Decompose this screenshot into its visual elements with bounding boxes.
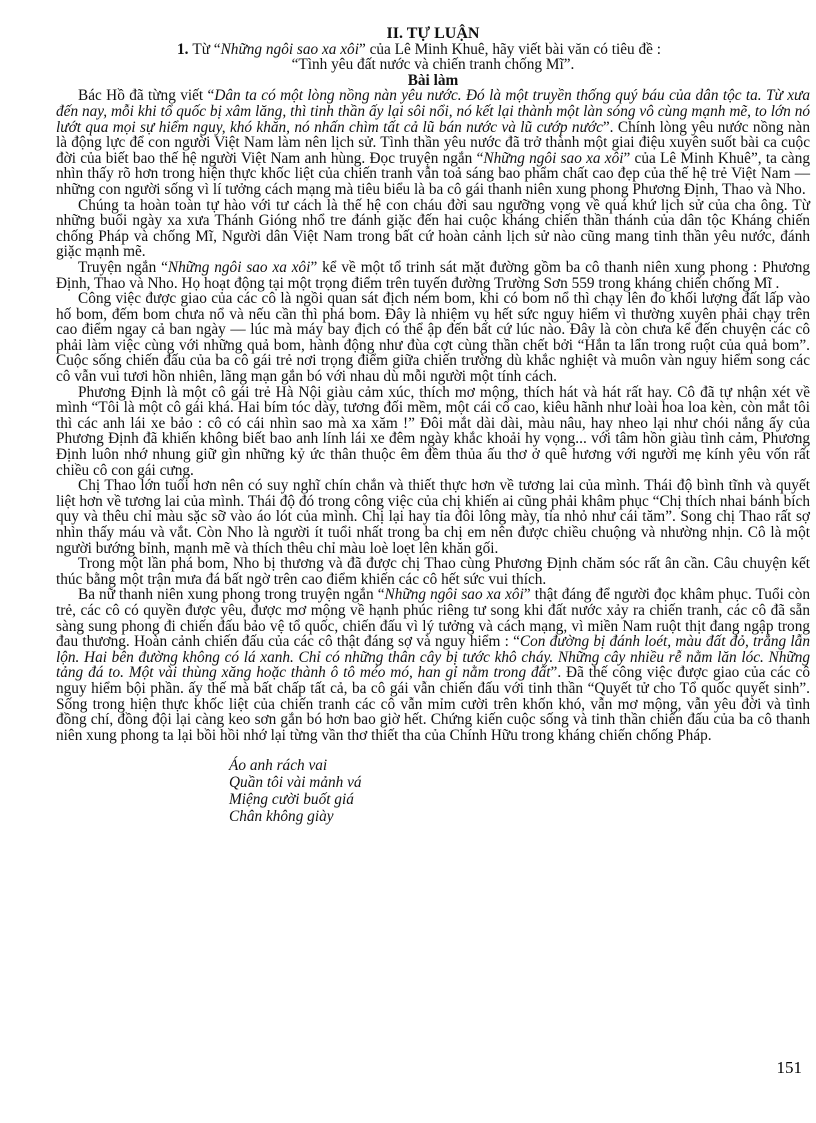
document-page [56, 26, 810, 825]
task-prompt [28, 42, 810, 58]
paragraph-4: Công việc được giao của các cô là ngồi quan sát địch ném bom, khi có bom nổ thì chạy lên đo khối lượng đất lấp vào hố bom, đếm bom chưa nổ và nếu cần thì phá bom. Đây là nhiệm vụ hết sức nguy hiểm vì thường xuyên phải chạy trên cao điểm ngay cả ban ngày — lúc mà máy bay địch có thể ập đến bất cứ lúc nào. Đây là còn chưa kể đến chuyện các cô phải làm việc cùng với những quả bom, hành động như đùa cợt cùng thần chết bởi “Hắn ta lẩn trong ruột của quả bom”. Cuộc sống chiến đấu của ba cô gái trẻ nơi trọng điểm giữa chiến trường dù khắc nghiệt và muôn vàn nguy hiểm song các cô vẫn vui tươi hồn nhiên, lãng mạn gắn bó với nhau dù mỗi người một tính cách. [56, 290, 810, 386]
paragraph-3: Truyện ngắn “Những ngôi sao xa xôi” kể về một tổ trinh sát mặt đường gồm ba cô thanh niên xung phong : Phương Định, Thao và Nho. Họ hoạt động tại một trọng điểm trên tuyến đường Trường Sơn 559 trong kháng chiến chống Mĩ . [56, 258, 810, 292]
poem-quote [229, 757, 810, 825]
task-prefix: Từ “ [192, 40, 221, 58]
paragraph-2: Chúng ta hoàn toàn tự hào với tư cách là thế hệ con cháu đời sau ngưỡng vọng về quá khứ lịch sử của cha ông. Từ những buổi ngày xa xưa Thánh Gióng nhổ tre đánh giặc đến hai cuộc kháng chiến thần thánh của dân tộc Kháng chiến chống Pháp và chống Mĩ, Người dân Việt Nam trong bất cứ hoàn cảnh lịch sử nào cũng mang tinh thần yêu nước, đánh giặc mạnh mẽ. [56, 196, 810, 261]
paragraph-7: Trong một lần phá bom, Nho bị thương và đã được chị Thao cùng Phương Định chăm sóc rất ân cần. Câu chuyện kết thúc bằng một trận mưa đá bất ngờ trên cao điểm khiến các cô hết sức vui thích. [56, 555, 810, 588]
paragraph-1: Bác Hồ đã từng viết “Dân ta có một lòng nồng nàn yêu nước. Đó là một truyền thống quý báu của dân tộc ta. Từ xưa đến nay, mỗi khi tổ quốc bị xâm lăng, thì tinh thần ấy lại sôi nổi, nó kết lại thành một làn sóng vô cùng mạnh mẽ, to lớn nó lướt qua mọi sự hiểm nguy, khó khăn, nó nhấn chìm tất cả lũ bán nước và lũ cướp nước”. Chính lòng yêu nước nồng nàn là động lực để con người Việt Nam làm nên lịch sử. Tình thần yêu nước đã trở thành một giai điệu xuyên suốt bài ca cuộc đời của biết bao thế hệ người Việt Nam anh hùng. Đọc truyện ngắn “Những ngôi sao xa xôi” của Lê Minh Khuê”, ta càng nhìn thấy rõ hơn trong hiện thực khốc liệt của chiến tranh vẫn toả sáng bao phẩm chất cao đẹp của thế hệ trẻ Việt Nam — những con người sống vì lí tưởng cách mạng mà tiêu biểu là ba cô gái thanh niên xung phong Phương Định, Thao và Nho. [56, 87, 811, 198]
answer-label: Bài làm [407, 71, 459, 89]
poem-line: Chân không giày [229, 808, 334, 826]
essay-title: “Tình yêu đất nước và chiến tranh chống Mĩ”. [291, 56, 575, 74]
paragraph-6: Chị Thao lớn tuổi hơn nên có suy nghĩ chín chắn và thiết thực hơn về tương lai của mình. Thái độ bình tĩnh và quyết liệt hơn về tương lai của mình. Thái độ đó trong công việc của chị khiến ai cũng phải khâm phục “Chị thích nhai bánh bích quy và thêu chỉ màu sặc sỡ vào áo lót của mình. Chị lại hay tỉa đôi lông mày, tỉa nhỏ như cái tăm”. Song chị Thao rất sợ nhìn thấy máu và vắt. Còn Nho là người ít tuổi nhất trong ba chị em nên được chiều chuộng và nhường nhịn. Cô là một người bướng bỉnh, mạnh mẽ và thích thêu chỉ màu loè loẹt lên khăn gối. [56, 477, 810, 557]
paragraph-8: Ba nữ thanh niên xung phong trong truyện ngắn “Những ngôi sao xa xôi” thật đáng để người đọc khâm phục. Tuổi còn trẻ, các cô có quyền được yêu, được mơ mộng về hạnh phúc riêng tư song khi đất nước xảy ra chiến tranh, các cô đã sẵn sàng sung phong đi chiến đấu bảo vệ tổ quốc, chiến đấu vì lý tưởng và cách mạng, vì miền Nam ruột thịt đang ngập trong đau thương. Hoàn cảnh chiến đấu của các cô thật đáng sợ và nguy hiểm : “Con đường bị đánh loét, màu đất đỏ, trắng lẫn lộn. Hai bên đường không có lá xanh. Chỉ có những thân cây bị tước khô cháy. Những cây nhiều rễ nằm lăn lóc. Những tảng đá to. Một vài thùng xăng hoặc thành ô tô méo mó, han gỉ nằm trong đất”. Đã thế công việc được giao của các cô nguy hiểm bội phần. ấy thế mà bất chấp tất cả, ba cô gái vẫn chiến đấu với tinh thần “Quyết tử cho Tổ quốc quyết sinh”. Sống trong hiện thực khốc liệt của chiến tranh các cô vẫn mỉm cười trên khốn khó, vẫn mơ mộng, vẫn yêu đời và tình đồng chí, đồng đội lại càng keo sơn gắn bó hơn bao giờ hết. Chứng kiến cuộc sống và tinh thần chiến đấu của ba cô thanh niên xung phong ta lại bồi hồi nhớ lại từng vần thơ thiết tha của Chính Hữu trong kháng chiến chống Pháp. [56, 586, 811, 744]
page-number: 151 [776, 1058, 802, 1077]
poem-line: Miệng cười buốt giá [229, 791, 354, 809]
section-heading: II. TỰ LUẬN [386, 25, 480, 42]
task-work-title: Những ngôi sao xa xôi [220, 40, 359, 58]
paragraph-5: Phương Định là một cô gái trẻ Hà Nội giàu cảm xúc, thích mơ mộng, thích hát và hát rất hay. Cô đã tự nhận xét về mình “Tôi là một cô gái khá. Hai bím tóc dày, tương đối mềm, một cái cổ cao, kiêu hãnh như loài hoa loa kèn, còn mắt tôi thì các anh lái xe bảo : cô có cái nhìn sao mà xa xăm !” Đôi mắt dài dài, màu nâu, hay nheo lại như chói nắng ấy của Phương Định đã khiến không biết bao anh lính lái xe đêm ngày khắc khoải hy vọng... với tâm hồn giàu tình cảm, Phương Định luôn nhớ nhung giữ gìn những kỷ ức thân thuộc êm đềm thủa ấu thơ ở quê hương với người mẹ kính yêu vốn rất chiều cô con gái cưng. [56, 383, 810, 479]
task-suffix: ” của Lê Minh Khuê, hãy viết bài văn có tiêu đề : [358, 40, 661, 58]
poem-line: Quần tôi vài mảnh vá [229, 774, 362, 792]
task-number: 1. [177, 40, 189, 58]
poem-line: Áo anh rách vai [229, 757, 328, 775]
